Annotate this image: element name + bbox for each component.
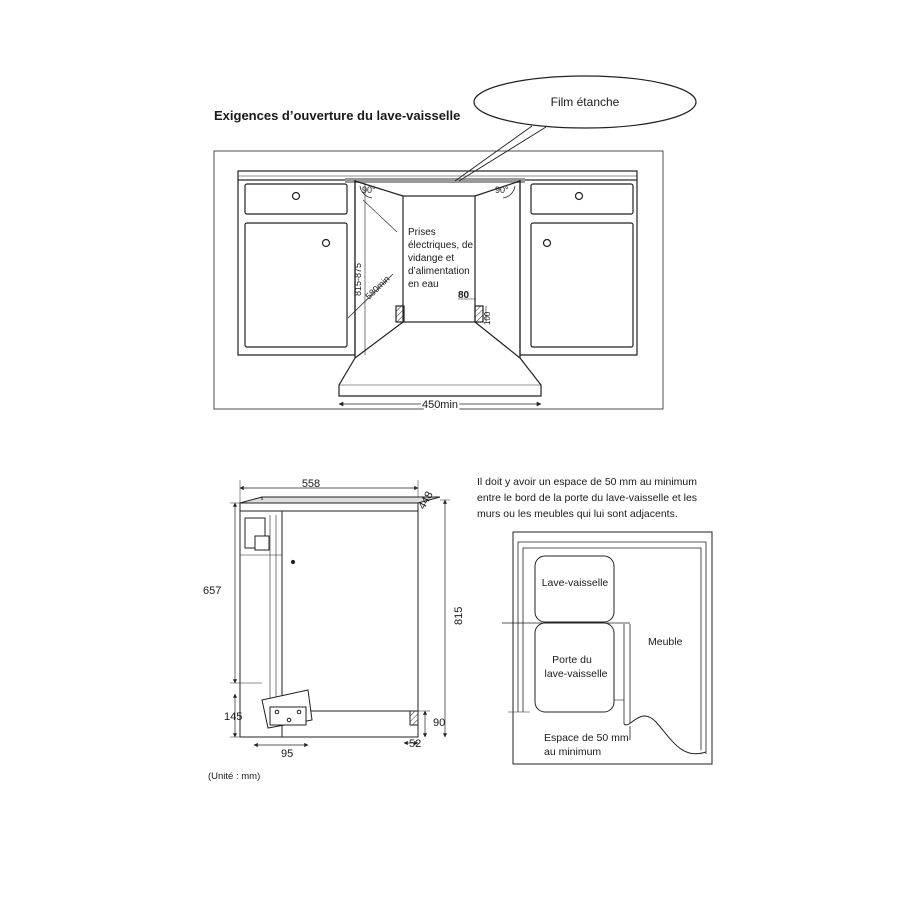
- angle-right-label: 90°: [495, 185, 509, 195]
- svg-text:vidange et: vidange et: [408, 253, 455, 264]
- gap-label-line2: au minimum: [544, 746, 602, 758]
- gap-label-line1: Espace de 50 mm: [544, 732, 629, 744]
- angle-left-label: 90°: [362, 185, 376, 195]
- dim-total-height-label: 815: [453, 606, 465, 625]
- dim-foot-height-label: 145: [224, 711, 243, 723]
- unit-note: (Unité : mm): [208, 771, 261, 782]
- right-block: [475, 306, 483, 322]
- clearance-plan-diagram: [502, 532, 712, 764]
- width-min-label: 450min: [421, 399, 459, 411]
- svg-text:électriques, de: électriques, de: [408, 240, 474, 251]
- height-range-label: 815-875: [353, 262, 363, 296]
- dim-plinth-depth-label: 52: [409, 738, 422, 750]
- left-door: [245, 223, 347, 347]
- right-drawer-knob: [576, 193, 583, 200]
- svg-text:d’alimentation: d’alimentation: [408, 266, 470, 277]
- dishwasher-box: [535, 556, 614, 622]
- right-door-knob: [544, 240, 551, 247]
- dim-body-height-label: 657: [203, 585, 222, 597]
- left-block: [396, 306, 404, 322]
- dim-door-thickness-label: 448: [416, 489, 436, 512]
- dishwasher-label: Lave-vaisselle: [541, 577, 609, 589]
- clearance-note: Il doit y avoir un espace de 50 mm au minimum entre le bord de la porte du lave-vaisselle et les murs ou les meubles qui lui sont adjacents.: [477, 476, 698, 520]
- furniture-label: Meuble: [648, 636, 683, 648]
- left-door-knob: [323, 240, 330, 247]
- right-drawer: [531, 184, 633, 214]
- dim-width-label: 558: [301, 478, 321, 490]
- film-callout-label: Film étanche: [550, 95, 620, 109]
- depth-min-label: 580min: [363, 273, 392, 302]
- dim-80-label: 80: [458, 290, 470, 301]
- left-drawer-knob: [293, 193, 300, 200]
- door-label-line1: Porte du: [552, 654, 592, 666]
- svg-text:en eau: en eau: [408, 279, 439, 290]
- svg-text:Prises: Prises: [408, 227, 436, 238]
- door-label-line2: lave-vaisselle: [544, 668, 608, 680]
- dishwasher-diagram: [230, 480, 450, 745]
- waterproof-film: [345, 178, 525, 183]
- dim-foot-depth-label: 95: [281, 748, 294, 760]
- services-label: [408, 227, 473, 290]
- page-title: Exigences d’ouverture du lave-vaisselle: [214, 108, 461, 123]
- dim-100-label: 100: [483, 311, 492, 325]
- right-door: [531, 223, 633, 347]
- dim-plinth-height-label: 90: [433, 717, 446, 729]
